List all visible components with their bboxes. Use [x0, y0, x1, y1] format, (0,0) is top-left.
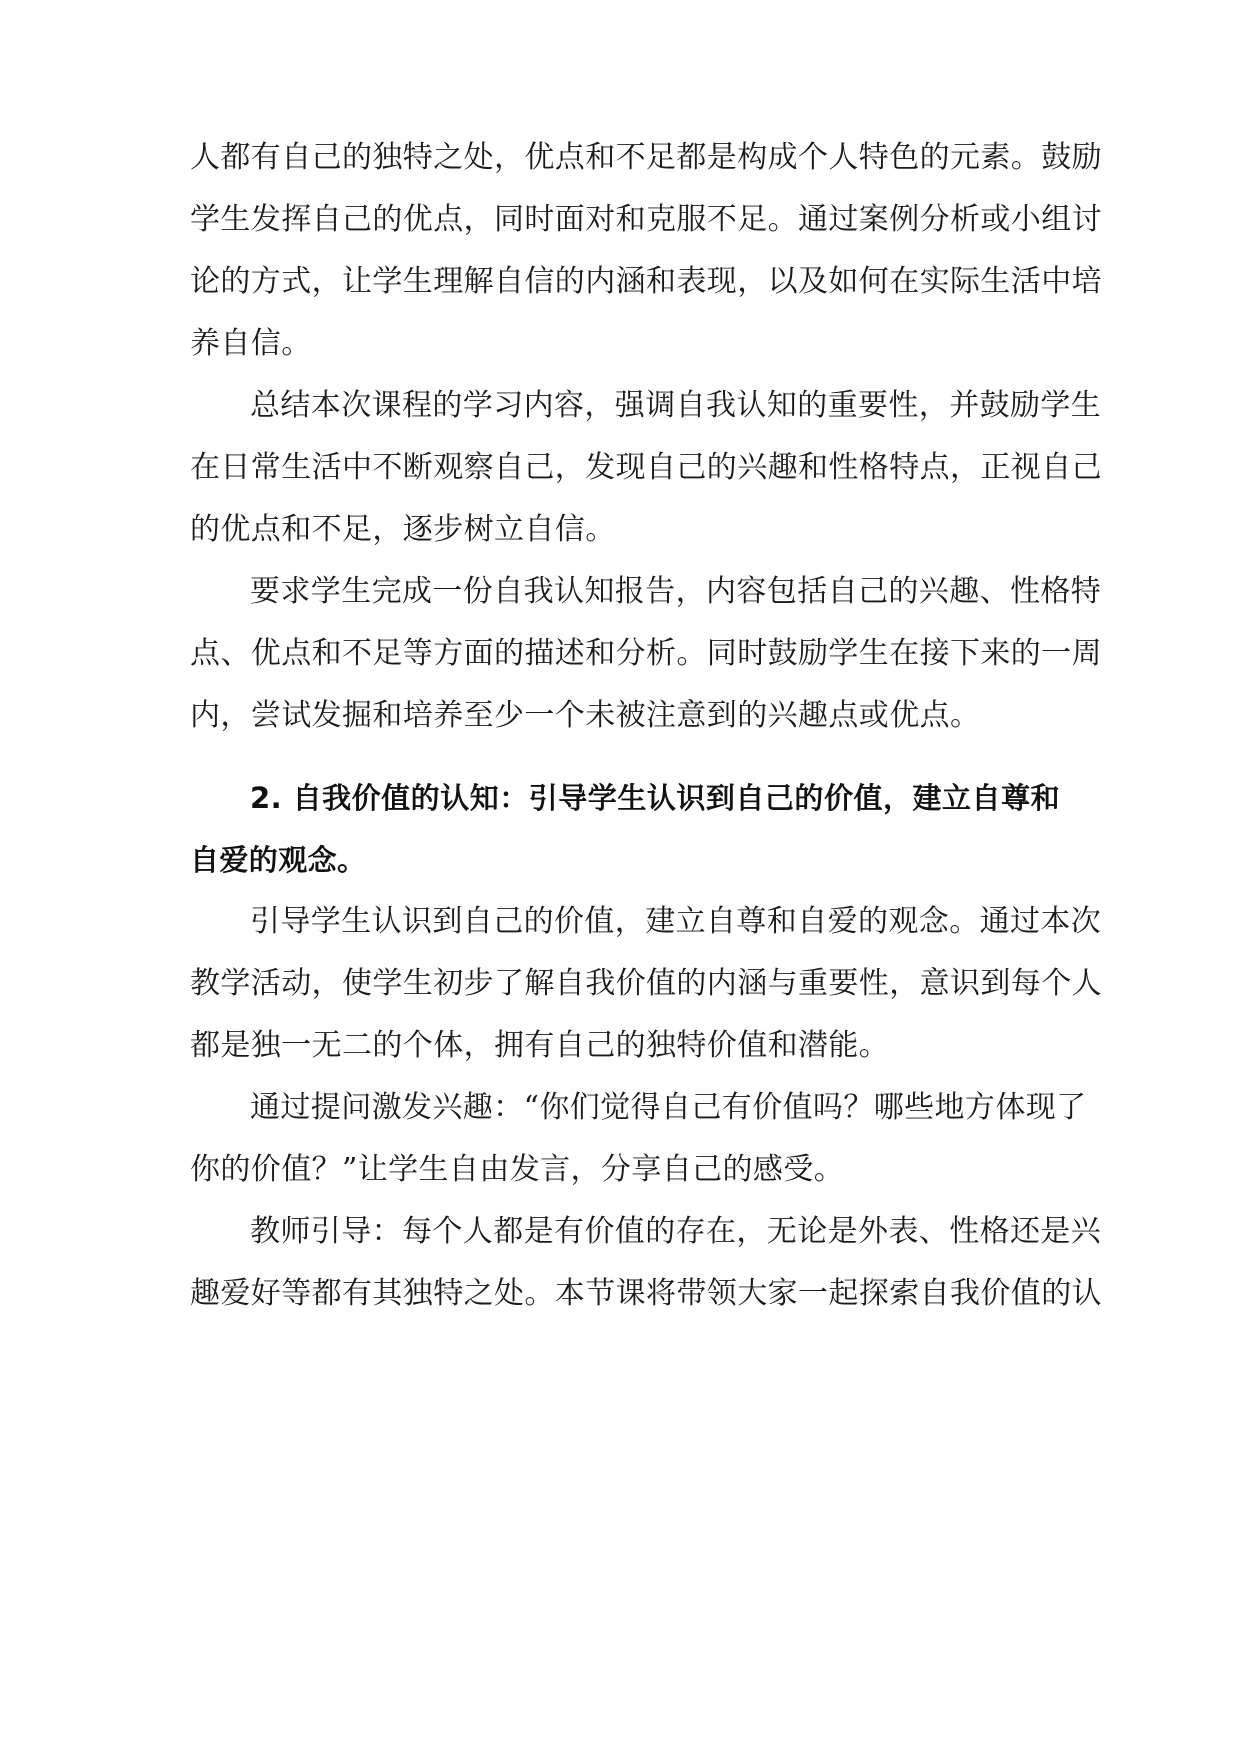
text-line: 趣爱好等都有其独特之处。本节课将带领大家一起探索自我价值的认: [190, 1276, 1102, 1311]
text-line: 人都有自己的独特之处，优点和不足都是构成个人特色的元素。鼓励: [190, 140, 1102, 175]
text-line: 教学活动，使学生初步了解自我价值的内涵与重要性，意识到每个人: [190, 966, 1102, 1001]
text-line: 都是独一无二的个体，拥有自己的独特价值和潜能。: [190, 1028, 890, 1063]
text-line: 总结本次课程的学习内容，强调自我认知的重要性，并鼓励学生: [250, 388, 1102, 423]
text-line: 引导学生认识到自己的价值，建立自尊和自爱的观念。通过本次: [250, 904, 1102, 939]
text-line: 教师引导：每个人都是有价值的存在，无论是外表、性格还是兴: [250, 1214, 1102, 1249]
text-line: 的优点和不足，逐步树立自信。: [190, 512, 616, 547]
section-heading: 自爱的观念。: [190, 843, 367, 877]
text-line: 要求学生完成一份自我认知报告，内容包括自己的兴趣、性格特: [250, 574, 1102, 609]
text-line: 学生发挥自己的优点，同时面对和克服不足。通过案例分析或小组讨: [190, 202, 1102, 237]
text-line: 你的价值？”让学生自由发言，分享自己的感受。: [190, 1152, 845, 1187]
text-line: 点、优点和不足等方面的描述和分析。同时鼓励学生在接下来的一周: [190, 636, 1102, 671]
section-heading: 2. 自我价值的认知：引导学生认识到自己的价值，建立自尊和: [250, 781, 1060, 815]
text-line: 在日常生活中不断观察自己，发现自己的兴趣和性格特点，正视自己: [190, 450, 1102, 485]
text-line: 论的方式，让学生理解自信的内涵和表现，以及如何在实际生活中培: [190, 264, 1102, 299]
text-line: 通过提问激发兴趣：“你们觉得自己有价值吗？哪些地方体现了: [250, 1090, 1087, 1125]
text-line: 养自信。: [190, 326, 312, 361]
text-line: 内，尝试发掘和培养至少一个未被注意到的兴趣点或优点。: [190, 698, 981, 733]
